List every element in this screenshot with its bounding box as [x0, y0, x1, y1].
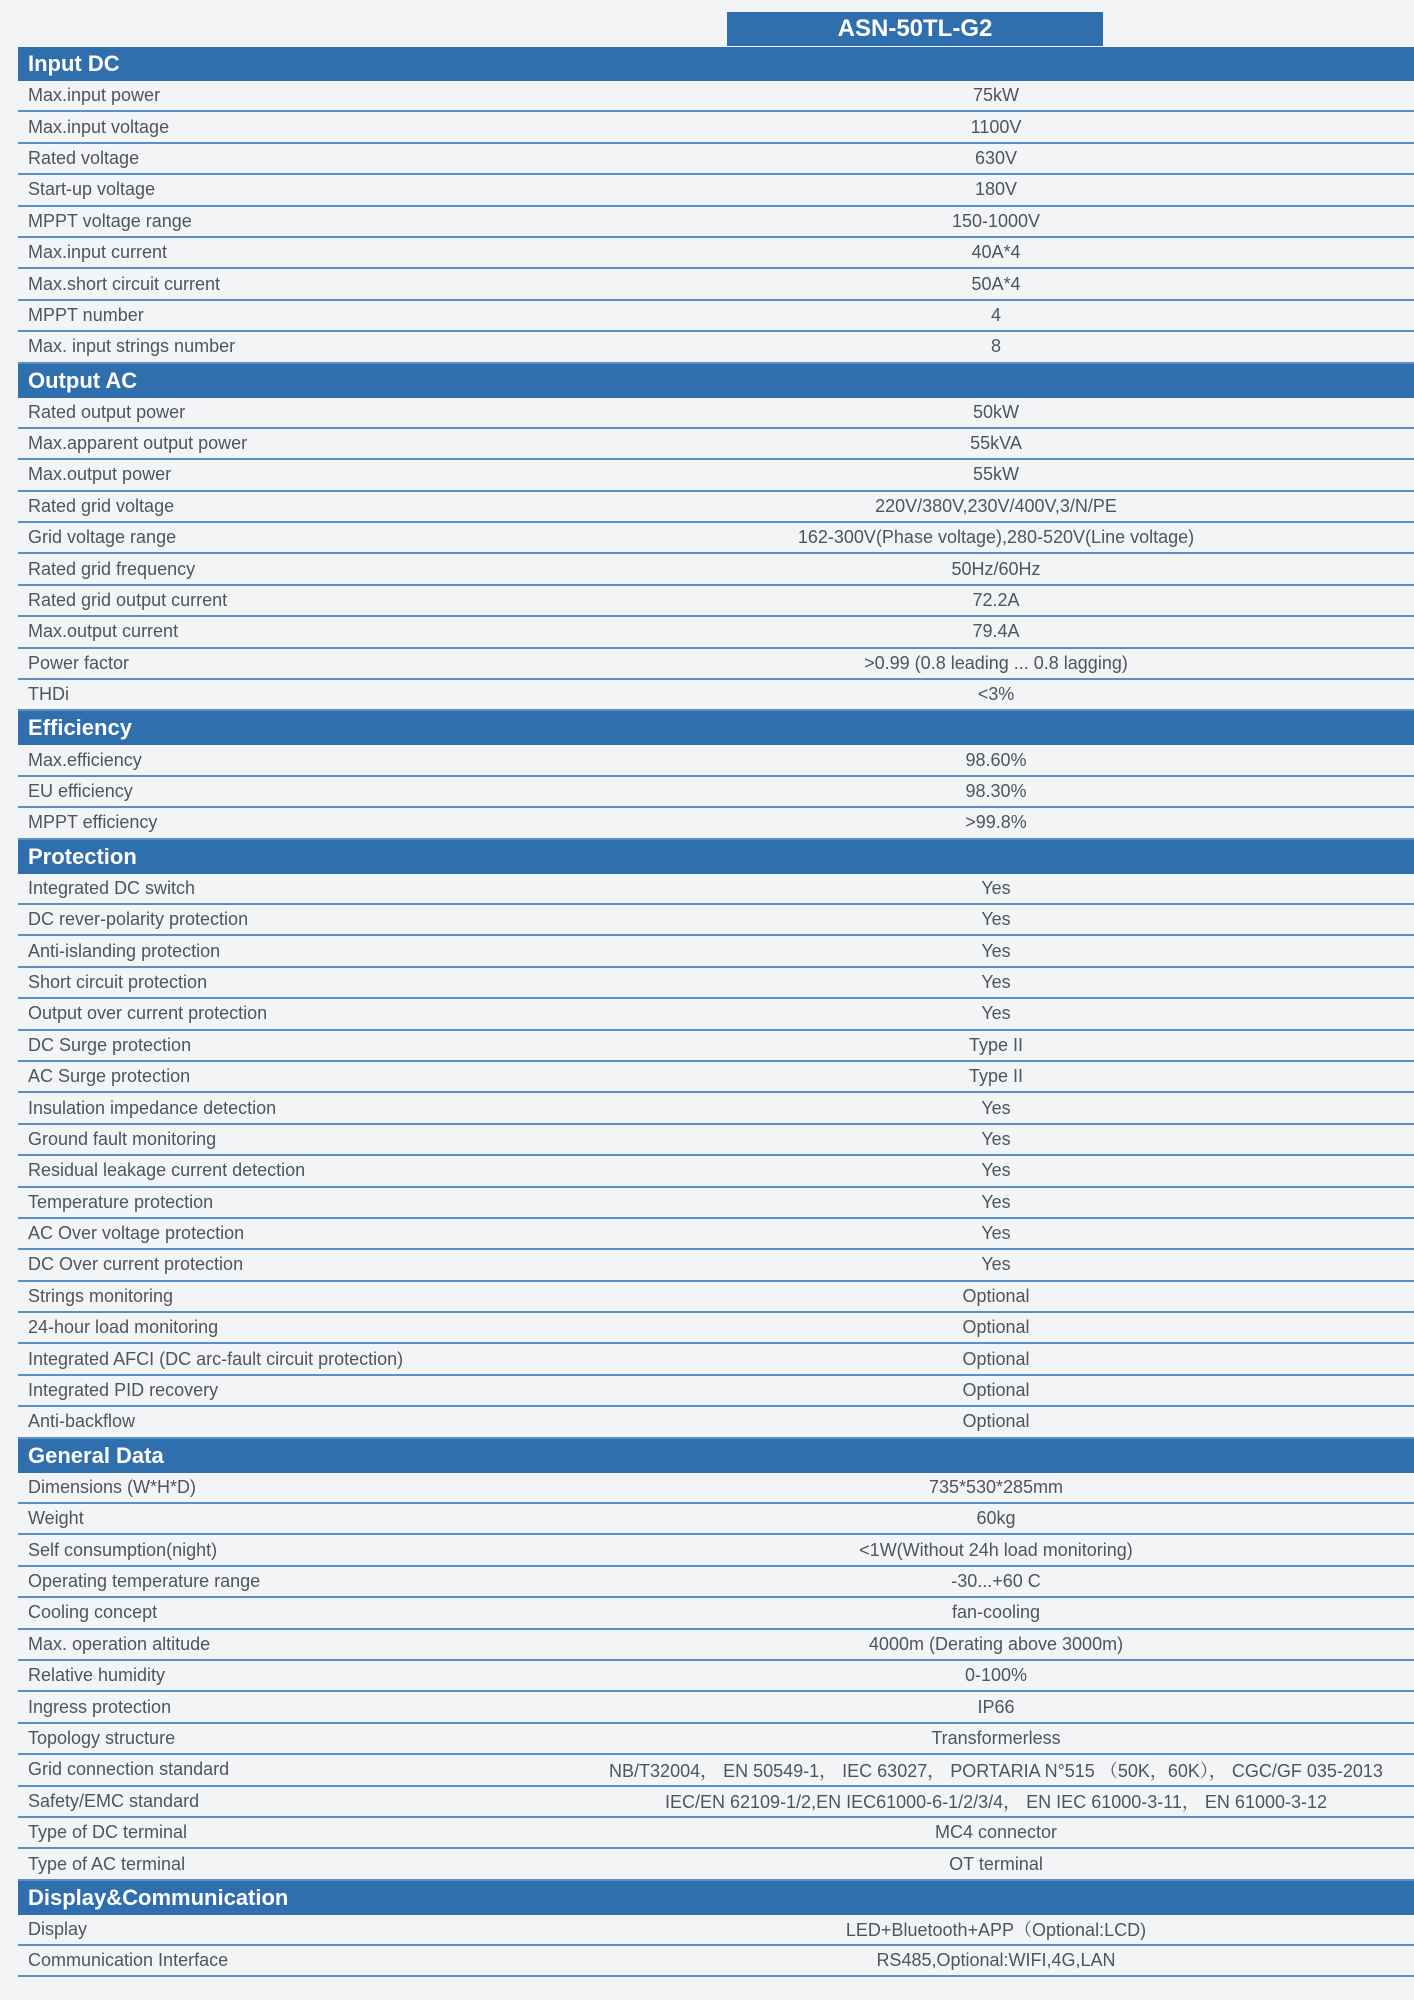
spec-value: Yes: [981, 1003, 1011, 1024]
spec-label: Rated output power: [28, 401, 186, 422]
spec-label: Operating temperature range: [28, 1570, 261, 1591]
spec-row: [18, 554, 1414, 585]
spec-value: OT terminal: [949, 1853, 1043, 1874]
spec-label: Residual leakage current detection: [28, 1160, 306, 1181]
spec-value: Yes: [981, 971, 1011, 992]
spec-label: MPPT number: [28, 304, 144, 325]
spec-row: [18, 523, 1414, 554]
spec-label: MPPT efficiency: [28, 812, 158, 833]
spec-row: [18, 1661, 1414, 1692]
spec-value: Yes: [981, 1128, 1011, 1149]
spec-value: -30...+60 C: [951, 1570, 1041, 1591]
spec-value: 60kg: [976, 1508, 1016, 1529]
spec-row: [18, 1473, 1414, 1504]
spec-label: Max.input voltage: [28, 116, 170, 137]
spec-value: 50A*4: [971, 273, 1021, 294]
spec-row: [18, 1630, 1414, 1661]
spec-label: Rated voltage: [28, 147, 140, 168]
spec-label: Grid connection standard: [28, 1759, 230, 1780]
section-header: Input DC: [18, 47, 1414, 81]
spec-value: Yes: [981, 1097, 1011, 1118]
spec-value: 55kVA: [970, 433, 1022, 454]
spec-value: Optional: [962, 1411, 1030, 1432]
spec-row: [18, 175, 1414, 206]
spec-value: RS485,Optional:WIFI,4G,LAN: [876, 1950, 1116, 1971]
spec-label: Display: [28, 1918, 88, 1939]
spec-row: [18, 1188, 1414, 1219]
spec-row: [18, 301, 1414, 332]
spec-row: [18, 1376, 1414, 1407]
spec-value: 98.60%: [965, 749, 1027, 770]
spec-row: [18, 586, 1414, 617]
spec-label: Max.input power: [28, 85, 161, 106]
spec-label: DC Over current protection: [28, 1254, 244, 1275]
spec-row: [18, 874, 1414, 905]
spec-label: 24-hour load monitoring: [28, 1317, 219, 1338]
spec-label: Max.efficiency: [28, 749, 142, 770]
spec-row: [18, 905, 1414, 936]
spec-value: 8: [990, 336, 1001, 357]
spec-row: [18, 1818, 1414, 1849]
spec-value: Yes: [981, 877, 1011, 898]
spec-value: Yes: [981, 1191, 1011, 1212]
section-header: Protection: [18, 840, 1414, 874]
section-header: Efficiency: [18, 711, 1414, 745]
spec-row: [18, 1313, 1414, 1344]
spec-label: Relative humidity: [28, 1665, 166, 1686]
spec-label: MPPT voltage range: [28, 210, 192, 231]
spec-row: [18, 1344, 1414, 1375]
spec-row: [18, 81, 1414, 112]
spec-value: <3%: [977, 684, 1015, 705]
spec-row: [18, 460, 1414, 491]
section-output-ac: [18, 364, 1414, 712]
spec-row: [18, 238, 1414, 269]
spec-label: Ground fault monitoring: [28, 1128, 217, 1149]
spec-value: Optional: [962, 1317, 1030, 1338]
spec-row: [18, 1031, 1414, 1062]
spec-value: IEC/EN 62109-1/2,EN IEC61000-6-1/2/3/4， EN IEC 61000-3-11， EN 61000-3-12: [664, 1792, 1328, 1813]
section-general-data: [18, 1439, 1414, 1881]
spec-value: 75kW: [972, 85, 1019, 106]
spec-label: Output over current protection: [28, 1003, 268, 1024]
spec-value: 72.2A: [972, 590, 1020, 611]
spec-row: [18, 1535, 1414, 1566]
spec-row: [18, 649, 1414, 680]
spec-label: Grid voltage range: [28, 527, 177, 548]
spec-row: [18, 1282, 1414, 1313]
spec-label: Max.apparent output power: [28, 433, 248, 454]
spec-value: fan-cooling: [951, 1602, 1041, 1623]
spec-label: Anti-backflow: [28, 1411, 136, 1432]
spec-label: Power factor: [28, 652, 130, 673]
spec-label: DC rever-polarity protection: [28, 909, 249, 930]
spec-label: Integrated PID recovery: [28, 1380, 219, 1401]
spec-value: 79.4A: [972, 621, 1020, 642]
spec-row: [18, 968, 1414, 999]
spec-value: Yes: [981, 940, 1011, 961]
spec-label: Start-up voltage: [28, 179, 156, 200]
section-input-dc: [18, 47, 1414, 364]
spec-label: Safety/EMC standard: [28, 1790, 200, 1811]
spec-row: [18, 1915, 1414, 1946]
spec-label: Short circuit protection: [28, 971, 208, 992]
spec-row: [18, 332, 1414, 363]
spec-label: Max.short circuit current: [28, 273, 221, 294]
spec-row: [18, 144, 1414, 175]
spec-value: 50Hz/60Hz: [951, 558, 1041, 579]
spec-row: [18, 398, 1414, 429]
spec-row: [18, 1946, 1414, 1977]
spec-label: Integrated DC switch: [28, 877, 196, 898]
spec-label: Max. operation altitude: [28, 1633, 211, 1654]
spec-label: Anti-islanding protection: [28, 940, 221, 961]
spec-row: [18, 1598, 1414, 1629]
spec-value: Optional: [962, 1285, 1030, 1306]
spec-label: Type of DC terminal: [28, 1822, 188, 1843]
spec-row: [18, 1724, 1414, 1755]
spec-row: [18, 936, 1414, 967]
spec-value: 98.30%: [965, 781, 1027, 801]
spec-value: <1W(Without 24h load monitoring): [859, 1539, 1133, 1560]
spec-value: 50kW: [972, 401, 1019, 422]
spec-row: [18, 429, 1414, 460]
spec-row: [18, 1125, 1414, 1156]
section-header: Display&Communication: [18, 1881, 1414, 1915]
spec-value: 162-300V(Phase voltage),280-520V(Line voltage): [797, 527, 1195, 548]
spec-value: MC4 connector: [934, 1822, 1058, 1843]
spec-row: [18, 745, 1414, 776]
spec-label: Topology structure: [28, 1727, 176, 1748]
spec-value: Type II: [968, 1066, 1024, 1087]
spec-row: [18, 808, 1414, 839]
spec-label: Temperature protection: [28, 1191, 214, 1212]
spec-row: [18, 492, 1414, 523]
spec-label: EU efficiency: [28, 781, 133, 801]
spec-value: >0.99 (0.8 leading ... 0.8 lagging): [864, 652, 1128, 673]
spec-value: Transformerless: [931, 1727, 1061, 1748]
spec-value: 735*530*285mm: [928, 1476, 1064, 1497]
spec-label: Communication Interface: [28, 1950, 229, 1971]
spec-label: Max.output power: [28, 464, 172, 485]
spec-value: Yes: [981, 1223, 1011, 1244]
spec-row: [18, 1093, 1414, 1124]
spec-row: [18, 1062, 1414, 1093]
spec-value: 220V/380V,230V/400V,3/N/PE: [875, 495, 1117, 516]
spec-value: Yes: [981, 1160, 1011, 1181]
spec-label: Rated grid output current: [28, 590, 228, 611]
spec-row: [18, 1849, 1414, 1880]
spec-row: [18, 1504, 1414, 1535]
spec-label: Self consumption(night): [28, 1539, 218, 1560]
spec-label: Rated grid voltage: [28, 495, 175, 516]
spec-row: [18, 1156, 1414, 1187]
section-protection: [18, 840, 1414, 1439]
spec-label: Max.output current: [28, 621, 179, 642]
spec-row: [18, 1755, 1414, 1786]
spec-label: Cooling concept: [28, 1602, 158, 1623]
spec-value: Optional: [962, 1380, 1030, 1401]
spec-row: [18, 207, 1414, 238]
model-title: ASN-50TL-G2: [727, 12, 1103, 46]
spec-label: THDi: [28, 684, 69, 705]
spec-label: Insulation impedance detection: [28, 1097, 277, 1118]
spec-label: Rated grid frequency: [28, 558, 196, 579]
spec-value: 55kW: [972, 464, 1019, 485]
section-header: Output AC: [18, 364, 1414, 398]
spec-label: Max. input strings number: [28, 336, 236, 357]
section-header: General Data: [18, 1439, 1414, 1473]
spec-label: Ingress protection: [28, 1696, 172, 1717]
spec-value: Optional: [962, 1348, 1030, 1369]
spec-row: [18, 1407, 1414, 1438]
spec-value: 4: [990, 304, 1001, 325]
spec-label: AC Surge protection: [28, 1066, 191, 1087]
section-display-communication: [18, 1881, 1414, 1978]
spec-label: Weight: [28, 1508, 84, 1529]
spec-row: [18, 1219, 1414, 1250]
spec-label: Integrated AFCI (DC arc-fault circuit protection): [28, 1348, 404, 1369]
spec-value: 40A*4: [971, 242, 1021, 263]
spec-sections: [18, 47, 1414, 1977]
spec-label: Dimensions (W*H*D): [28, 1476, 197, 1497]
spec-value: Yes: [981, 1254, 1011, 1275]
spec-value: Yes: [981, 909, 1011, 930]
spec-row: [18, 680, 1414, 711]
spec-row: [18, 1787, 1414, 1818]
spec-row: [18, 269, 1414, 300]
spec-row: [18, 777, 1414, 808]
spec-value: 180V: [974, 179, 1018, 200]
spec-row: [18, 1250, 1414, 1281]
spec-value: 630V: [974, 147, 1018, 168]
spec-label: Max.input current: [28, 242, 168, 263]
spec-label: DC Surge protection: [28, 1034, 192, 1055]
spec-value: 4000m (Derating above 3000m): [868, 1633, 1124, 1654]
spec-row: [18, 617, 1414, 648]
spec-value: LED+Bluetooth+APP（Optional:LCD): [845, 1920, 1147, 1941]
spec-value: >99.8%: [965, 812, 1027, 833]
spec-value: IP66: [977, 1696, 1015, 1717]
spec-row: [18, 999, 1414, 1030]
spec-row: [18, 112, 1414, 143]
spec-row: [18, 1692, 1414, 1723]
spec-row: [18, 1567, 1414, 1598]
spec-label: Strings monitoring: [28, 1285, 174, 1306]
spec-value: 0-100%: [964, 1665, 1028, 1686]
section-efficiency: [18, 711, 1414, 839]
spec-value: Type II: [968, 1034, 1024, 1055]
spec-label: AC Over voltage protection: [28, 1223, 245, 1244]
spec-value: 1100V: [970, 116, 1022, 137]
spec-label: Type of AC terminal: [28, 1853, 186, 1874]
spec-value: NB/T32004， EN 50549-1， IEC 63027， PORTARIA N°515 （50K，60K）， CGC/GF 035-2013: [609, 1760, 1383, 1781]
spec-value: 150-1000V: [951, 210, 1041, 231]
